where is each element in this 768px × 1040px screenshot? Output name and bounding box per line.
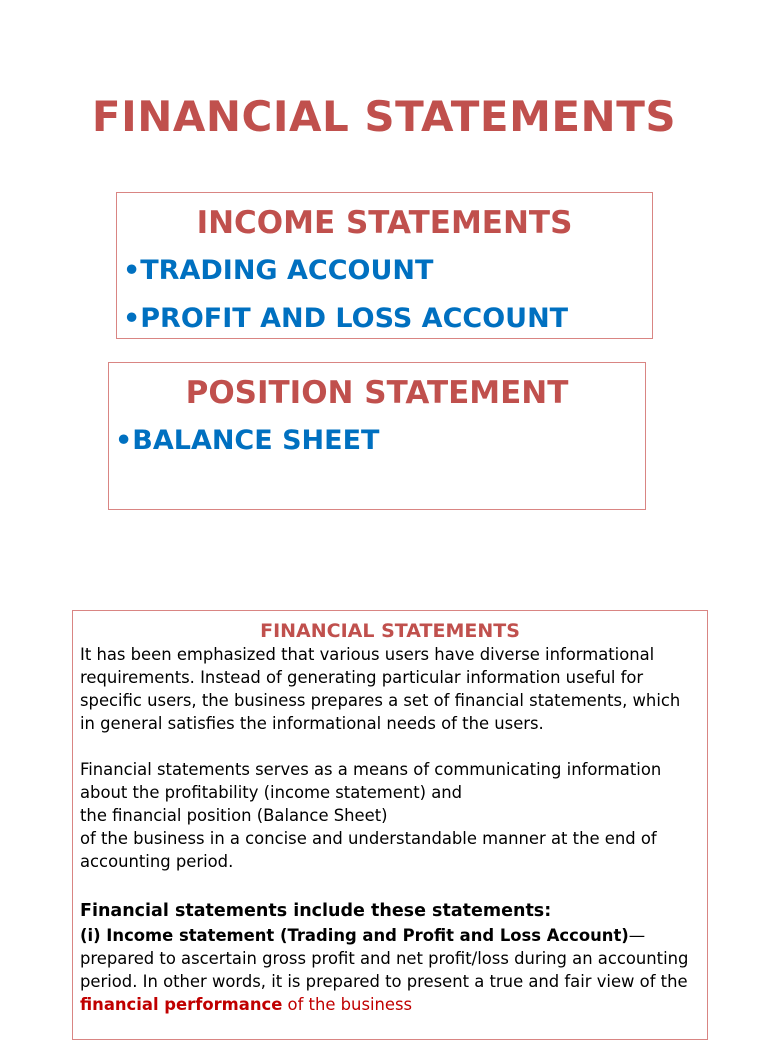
- bullet-trading-account: •TRADING ACCOUNT: [123, 255, 434, 286]
- textbox-title: FINANCIAL STATEMENTS: [260, 620, 520, 642]
- paragraph-line-3: of the business in a concise and understandable manner at the end of accounting period.: [80, 829, 657, 871]
- position-statement-box: [108, 362, 646, 510]
- income-statement-item-text: —prepared to ascertain gross profit and net profit/loss during an accounting period. In other words, it is prepared to present a true and fair view of the: [80, 926, 689, 991]
- financial-performance-term: financial performance: [80, 995, 283, 1014]
- paragraph-line-1: Financial statements serves as a means of communicating information about the profitability (income statement) and: [80, 760, 662, 802]
- bullet-balance-sheet: •BALANCE SHEET: [115, 425, 380, 456]
- of-the-business-text: of the business: [282, 995, 413, 1014]
- paragraph-users: It has been emphasized that various users have diverse informational requirements. Instead of generating particular information useful for specific users, the business prepares a set of financial statements, which in general satisfies the informational needs of the users.: [80, 645, 681, 733]
- income-statements-box: [116, 192, 653, 339]
- income-statement-item: [80, 924, 700, 1016]
- explanation-textbox: [72, 610, 708, 1040]
- position-statement-heading: POSITION STATEMENT: [185, 375, 569, 411]
- paragraph-line-2: the financial position (Balance Sheet): [80, 806, 388, 825]
- income-statement-item-title: (i) Income statement (Trading and Profit and Loss Account): [80, 926, 629, 945]
- include-heading: Financial statements include these statements:: [80, 901, 552, 921]
- income-statements-heading: INCOME STATEMENTS: [196, 205, 573, 241]
- slide-title: FINANCIAL STATEMENTS: [91, 92, 677, 141]
- bullet-profit-loss-account: •PROFIT AND LOSS ACCOUNT: [123, 303, 569, 334]
